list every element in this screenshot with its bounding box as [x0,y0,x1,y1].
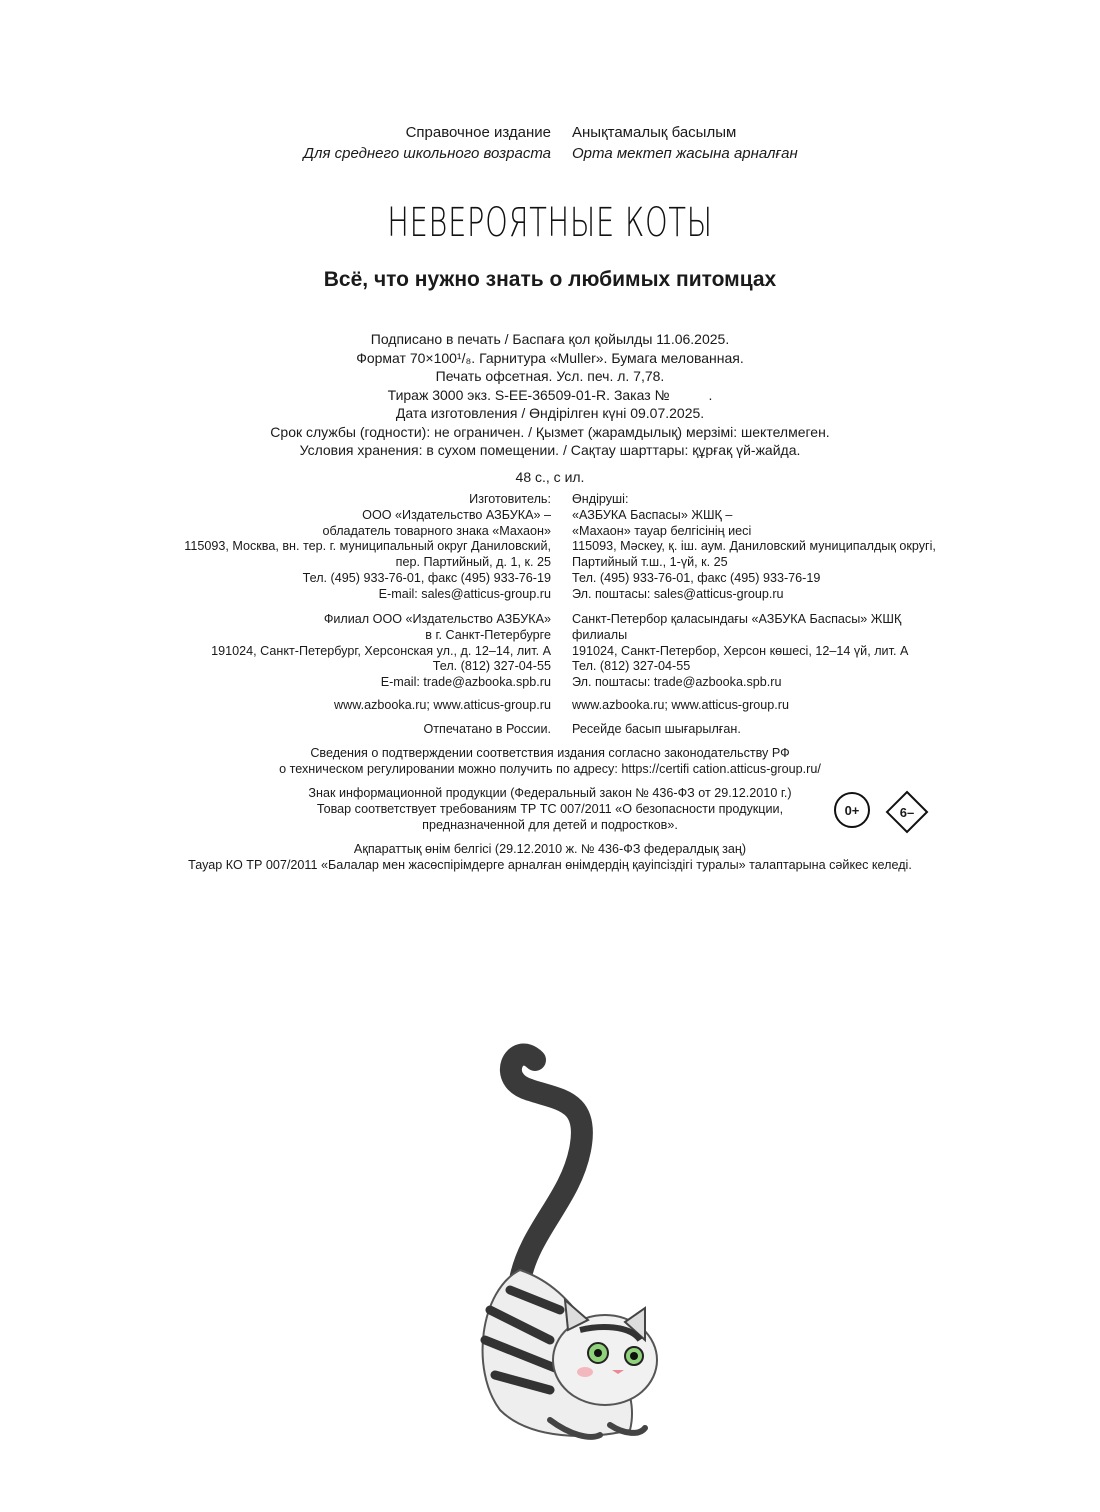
line: Сведения о подтверждении соответствия издания согласно законодательству РФ [310,746,790,760]
line: «АЗБУКА Баспасы» ЖШҚ – [572,507,733,522]
line: E-mail: sales@atticus-group.ru [378,586,551,601]
line: Тауар КО ТР 007/2011 «Балалар мен жасөспірімдерге арналған өнімдердің қауіпсіздігі туралы» талаптарына сәйкес келеді. [188,857,912,872]
manufacturer-kz [572,492,936,603]
cat-illustration [440,1040,680,1470]
line: филиалы [572,627,628,642]
age-group-kz: Орта мектеп жасына арналған [572,145,798,162]
info-sign-text [270,786,830,833]
manufacturer-ru [184,492,551,603]
age-mark-diamond [885,790,929,834]
printed-ru: Отпечатано в России. [423,722,551,736]
line: Тел. (495) 933-76-01, факс (495) 933-76-19 [302,570,551,585]
imprint-block [0,330,1100,460]
line: Тел. (812) 327-04-55 [572,659,691,674]
line: Партийный т.ш., 1-үй, к. 25 [572,555,728,570]
line: обладатель товарного знака «Махаон» [322,523,551,538]
line: Өндіруші: [572,492,629,506]
website-links-kz[interactable]: www.azbooka.ru; www.atticus-group.ru [572,698,789,712]
line: Санкт-Петербор қаласындағы «АЗБУКА Баспасы» ЖШҚ [572,612,902,626]
line: Изготовитель: [469,492,551,506]
imprint-line: Подписано в печать / Баспаға қол қойылды 11.06.2025. [370,331,730,347]
age-mark-circle [834,792,870,828]
header-kz [572,122,798,164]
line: 115093, Мәскеу, қ. іш. аум. Даниловский муниципалдық округі, [572,539,936,554]
line: Ақпараттық өнім белгісі (29.12.2010 ж. № 436-ФЗ федералдық заң) [353,842,747,856]
branch-ru [211,612,551,691]
line: ООО «Издательство АЗБУКА» – [362,507,551,522]
imprint-line: Печать офсетная. Усл. печ. л. 7,78. [435,368,665,384]
kazakh-notice [0,842,1100,874]
book-subtitle: Всё, что нужно знать о любимых питомцах [323,268,777,291]
line: 191024, Санкт-Петербург, Херсонская ул., д. 12–14, лит. А [211,643,551,658]
line: предназначенной для детей и подростков». [422,817,678,832]
branch-kz [572,612,908,691]
imprint-line: Дата изготовления / Өндірілген күні 09.07.2025. [395,405,705,421]
line: Эл. поштасы: trade@azbooka.spb.ru [572,675,782,690]
age-group: Для среднего школьного возраста [303,145,551,162]
line: в г. Санкт-Петербурге [425,627,551,642]
line: Знак информационной продукции (Федеральный закон № 436-ФЗ от 29.12.2010 г.) [308,786,792,800]
line: Тел. (812) 327-04-55 [432,659,551,674]
website-links[interactable]: www.azbooka.ru; www.atticus-group.ru [334,698,551,712]
header-ru [303,122,551,164]
line: пер. Партийный, д. 1, к. 25 [395,555,551,570]
line: Товар соответствует требованиям ТР ТС 007/2011 «О безопасности продукции, [316,801,784,816]
line: E-mail: trade@azbooka.spb.ru [380,675,551,690]
line: 115093, Москва, вн. тер. г. муниципальный округ Даниловский, [184,539,551,554]
imprint-line: Срок службы (годности): не ограничен. / Қызмет (жарамдылық) мерзімі: шектелмеген. [270,423,830,440]
age-mark-diamond-label: 6– [899,804,915,820]
edition-type: Справочное издание [405,124,551,141]
certification-info [0,746,1100,778]
imprint-line: Формат 70×100¹/₈. Гарнитура «Muller». Бумага мелованная. [356,349,744,366]
edition-type-kz: Анықтамалық басылым [572,124,737,141]
age-mark-circle-label: 0+ [844,802,860,818]
imprint-line: Условия хранения: в сухом помещении. / Сақтау шарттары: құрғақ үй-жайда. [299,442,801,458]
line: о техническом регулировании можно получить по адресу: https://certifi cation.atticus-group.ru/ [279,761,821,776]
line: Тел. (495) 933-76-01, факс (495) 933-76-19 [572,570,821,585]
printed-kz: Ресейде басып шығарылған. [572,722,741,736]
imprint-line: Тираж 3000 экз. S-EE-36509-01-R. Заказ № . [387,386,713,403]
book-title: НЕВЕРОЯТНЫЕ КОТЫ [387,200,713,246]
line: «Махаон» тауар белгісінің иесі [572,523,752,538]
line: Эл. поштасы: sales@atticus-group.ru [572,586,784,601]
page-count: 48 с., с ил. [515,469,585,485]
line: 191024, Санкт-Петербор, Херсон көшесі, 12–14 үй, лит. А [572,643,909,658]
line: Филиал ООО «Издательство АЗБУКА» [323,612,551,626]
